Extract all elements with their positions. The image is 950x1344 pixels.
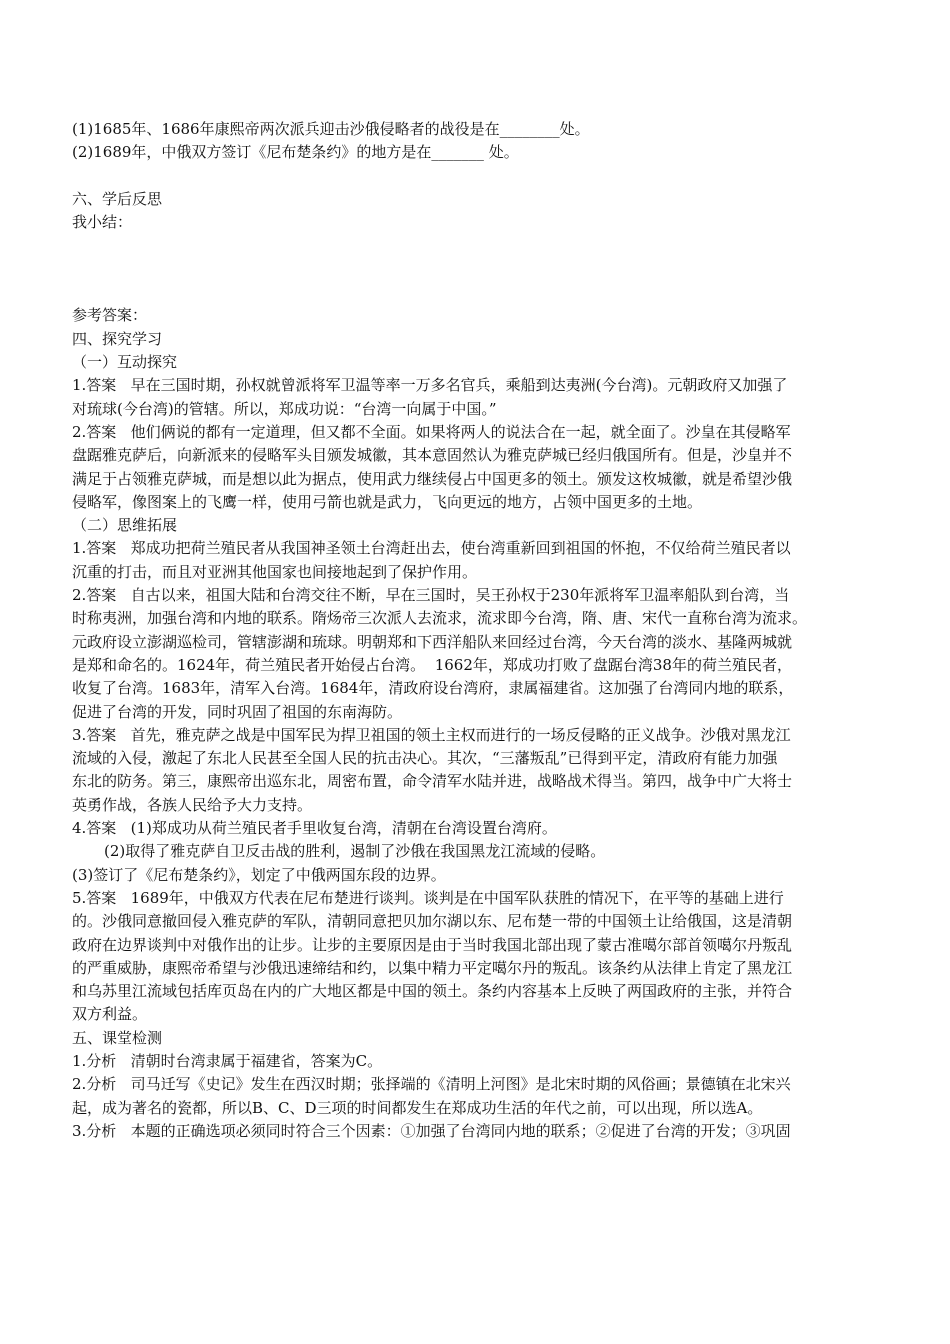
fill-question-1: (1)1685年、1686年康熙帝两次派兵迎击沙俄侵略者的战役是在________处。	[72, 120, 590, 138]
answers-title: 参考答案：	[72, 306, 148, 325]
answer-line: 对琉球(今台湾)的管辖。所以，郑成功说：“台湾一向属于中国。”	[72, 399, 497, 418]
sub2-heading: （二）思维拓展	[72, 516, 178, 535]
spacer	[72, 165, 884, 188]
answer-line: 英勇作战，各族人民给予大力支持。	[72, 795, 313, 814]
answer-line: 2.答案 他们俩说的都有一定道理，但又都不全面。如果将两人的说法合在一起，就全面了。沙皇在其侵略军	[72, 422, 791, 441]
answer-line: 盘踞雅克萨后，向新派来的侵略军头目颁发城徽，其本意固然认为雅克萨城已经归俄国所有。但是，沙皇并不	[72, 446, 793, 465]
section4-heading: 四、探究学习	[72, 329, 163, 348]
answer-line-indented: (2)取得了雅克萨自卫反击战的胜利，遏制了沙俄在我国黑龙江流域的侵略。	[104, 842, 606, 861]
answer-line: 双方利益。	[72, 1005, 148, 1024]
answer-line: (3)签订了《尼布楚条约》，划定了中俄两国东段的边界。	[72, 865, 446, 884]
answer-line: 1.答案 早在三国时期，孙权就曾派将军卫温等率一万多名官兵，乘船到达夷洲(今台湾)。元朝政府又加强了	[72, 376, 788, 395]
answer-line: 侵略军，像图案上的飞鹰一样，使用弓箭也就是武力，飞向更远的地方，占领中国更多的土地。	[72, 492, 703, 511]
analysis-line: 1.分析 清朝时台湾隶属于福建省，答案为C。	[72, 1051, 383, 1070]
analysis-line: 3.分析 本题的正确选项必须同时符合三个因素：①加强了台湾同内地的联系；②促进了台湾的开发；③巩固	[72, 1121, 791, 1140]
section5-answers	[72, 1050, 884, 1143]
summary-blank-area	[72, 234, 884, 304]
analysis-line: 2.分析 司马迁写《史记》发生在西汉时期；张择端的《清明上河图》是北宋时期的风俗画；景德镇在北宋兴	[72, 1075, 791, 1094]
answer-line: 东北的防务。第三，康熙帝出巡东北，周密布置，命令清军水陆并进，战略战术得当。第四，战争中广大将士	[72, 772, 793, 791]
answer-line: 收复了台湾。1683年，清军入台湾。1684年，清政府设台湾府，隶属福建省。这加强了台湾同内地的联系，	[72, 679, 794, 698]
answer-line: 流域的入侵，激起了东北人民甚至全国人民的抗击决心。其次，“三藩叛乱”已得到平定，清政府有能力加强	[72, 749, 778, 768]
answer-line: 3.答案 首先，雅克萨之战是中国军民为捍卫祖国的领土主权而进行的一场反侵略的正义战争。沙俄对黑龙江	[72, 725, 791, 744]
document-page	[72, 118, 884, 1143]
answer-line: 政府在边界谈判中对俄作出的让步。让步的主要原因是由于当时我国北部出现了蒙古准噶尔部首领噶尔丹叛乱	[72, 935, 793, 954]
answer-line: 促进了台湾的开发，同时巩固了祖国的东南海防。	[72, 702, 403, 721]
sub1-heading: （一）互动探究	[72, 353, 178, 372]
answer-line: 4.答案 (1)郑成功从荷兰殖民者手里收复台湾，清朝在台湾设置台湾府。	[72, 819, 557, 838]
section5-heading: 五、课堂检测	[72, 1028, 163, 1047]
answer-line: 5.答案 1689年，中俄双方代表在尼布楚进行谈判。谈判是在中国军队获胜的情况下，在平等的基础上进行	[72, 888, 784, 907]
answer-line: 满足于占领雅克萨城，而是想以此为据点，使用武力继续侵占中国更多的领土。颁发这枚城徽，就是希望沙俄	[72, 469, 793, 488]
answer-line: 是郑和命名的。1624年，荷兰殖民者开始侵占台湾。 1662年，郑成功打败了盘踞台湾38年的荷兰殖民者，	[72, 655, 792, 674]
summary-label: 我小结：	[72, 213, 133, 232]
answer-line: 元政府设立澎湖巡检司，管辖澎湖和琉球。明朝郑和下西洋船队来回经过台湾，今天台湾的淡水、基隆两城就	[72, 632, 793, 651]
analysis-line: 起，成为著名的瓷都，所以B、C、D三项的时间都发生在郑成功生活的年代之前，可以出现，所以选A。	[72, 1098, 763, 1117]
answer-line: 的。沙俄同意撤回侵入雅克萨的军队，清朝同意把贝加尔湖以东、尼布楚一带的中国领土让给俄国，这是清朝	[72, 912, 793, 931]
sub2-answers	[72, 537, 884, 1026]
answer-line: 时称夷洲，加强台湾和内地的联系。隋炀帝三次派人去流求，流求即今台湾，隋、唐、宋代一直称台湾为流求。	[72, 609, 808, 628]
sub1-answers	[72, 374, 884, 514]
reflection-heading: 六、学后反思	[72, 189, 163, 208]
answer-line: 2.答案 自古以来，祖国大陆和台湾交往不断，早在三国时，吴王孙权于230年派将军卫温率船队到台湾，当	[72, 586, 790, 605]
answer-line: 沉重的打击，而且对亚洲其他国家也间接地起到了保护作用。	[72, 562, 478, 581]
answer-line: 和乌苏里江流域包括库页岛在内的广大地区都是中国的领土。条约内容基本上反映了两国政府的主张，并符合	[72, 982, 793, 1001]
answer-line: 的严重威胁，康熙帝希望与沙俄迅速缔结和约，以集中精力平定噶尔丹的叛乱。该条约从法律上肯定了黑龙江	[72, 958, 793, 977]
answer-line: 1.答案 郑成功把荷兰殖民者从我国神圣领土台湾赶出去，使台湾重新回到祖国的怀抱，不仅给荷兰殖民者以	[72, 539, 791, 558]
fill-question-2: (2)1689年，中俄双方签订《尼布楚条约》的地方是在_______ 处。	[72, 143, 519, 162]
